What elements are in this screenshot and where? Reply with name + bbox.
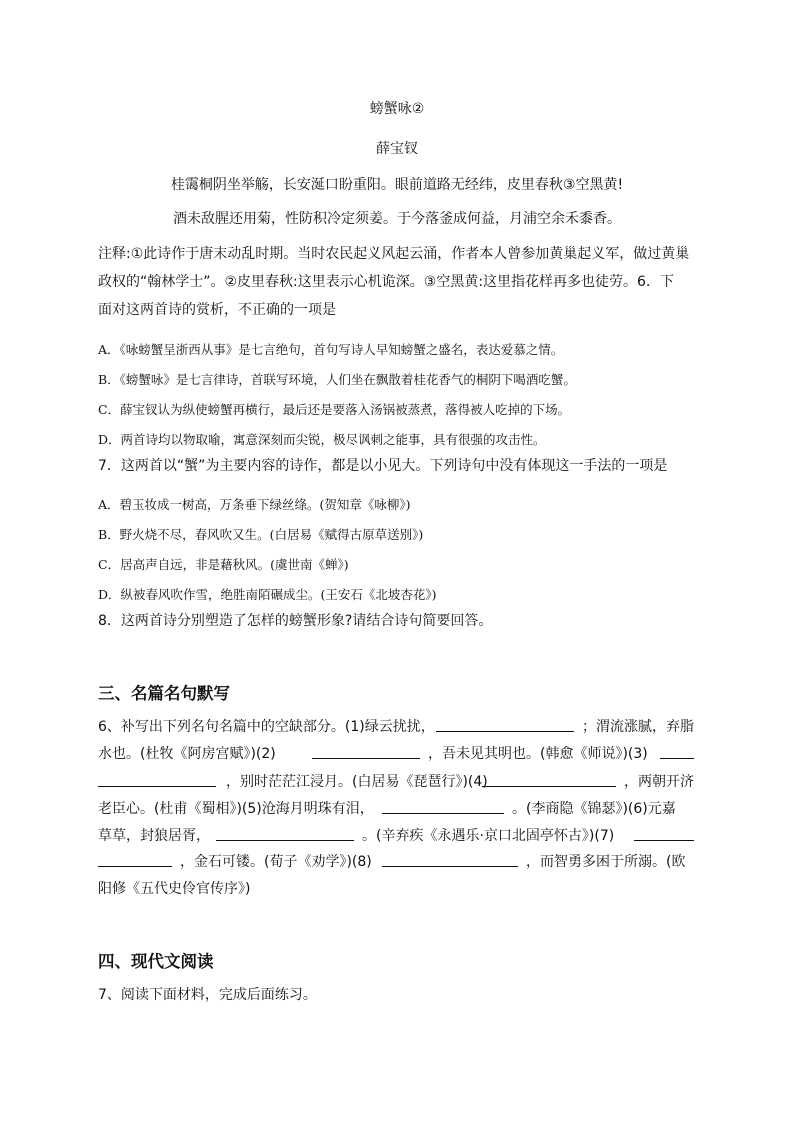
fill-text: 。(辛弃疾《永遇乐·京口北固亭怀古》)(7) [362, 828, 615, 844]
fill-text: ，两朝开济 [624, 774, 694, 790]
poem-line: 桂霭桐阴坐举觞，长安涎口盼重阳。眼前道路无经纬，皮里春秋③空黑黄! [170, 177, 624, 193]
answer-blank [98, 866, 172, 867]
answer-blank [436, 731, 574, 732]
notes-line: 面对这两首诗的赏析，不正确的一项是 [98, 302, 336, 318]
fill-text: 水也。(杜牧《阿房宫赋》)(2) [98, 746, 276, 762]
answer-blank [382, 866, 518, 867]
q8-stem: 8．这两首诗分别塑造了怎样的螃蟹形象?请结合诗句简要回答。 [98, 613, 493, 629]
poem-title: 螃蟹咏② [369, 101, 425, 117]
fill-text: ，吾未见其明也。(韩愈《师说》)(3) [428, 746, 648, 762]
notes-line: 注释:①此诗作于唐末动乱时期。当时农民起义风起云涌，作者本人曾参加黄巢起义军，做过黄巢 [98, 246, 690, 262]
q7-option-d: D．纵被春风吹作雪，绝胜南陌碾成尘。(王安石《北坡杏花》) [98, 587, 437, 602]
fill-text: ；渭流涨腻，弃脂 [582, 719, 694, 735]
q7-option-c: C．居高声自远，非是藉秋风。(虞世南《蝉》) [98, 557, 349, 572]
section-heading: 三、名篇名句默写 [98, 684, 230, 703]
answer-blank [382, 813, 504, 814]
fill-text: 老臣心。(杜甫《蜀相》)(5)沧海月明珠有泪， [98, 801, 374, 817]
answer-blank [660, 758, 694, 759]
q7-stem: 7．这两首以“蟹”为主要内容的诗作，都是以小见大。下列诗句中没有体现这一手法的一项是 [98, 458, 668, 474]
answer-blank [98, 786, 216, 787]
q6-option-d: D．两首诗均以物取喻，寓意深刻而尖锐，极尽讽刺之能事，具有很强的攻击性。 [98, 432, 546, 447]
q6-option-b: B．《螃蟹咏》是七言律诗，首联写环境，人们坐在飘散着桂花香气的桐阴下喝酒吃蟹。 [98, 372, 576, 387]
q7-option-b: B．野火烧不尽，春风吹又生。(白居易《赋得古原草送别》) [98, 527, 424, 542]
answer-blank [216, 840, 354, 841]
fill-text: ，别时茫茫江浸月。(白居易《琵琶行》)(4) [226, 774, 488, 790]
fill-text: ，金石可镂。(荀子《劝学》)(8) [180, 854, 372, 870]
q7-option-a: A．碧玉妆成一树高，万条垂下绿丝绦。(贺知章《咏柳》) [98, 497, 411, 512]
poem-line: 酒未敌腥还用菊，性防积冷定须姜。于今落釜成何益，月浦空余禾黍香。 [173, 211, 621, 227]
q6-option-a: A．《咏螃蟹呈浙西从事》是七言绝句，首句写诗人早知螃蟹之盛名，表达爱慕之情。 [98, 342, 564, 357]
notes-line: 政权的“翰林学士”。②皮里春秋:这里表示心机诡深。③空黑黄:这里指花样再多也徒劳。6．下 [98, 274, 674, 290]
fill-text: ，而智勇多困于所溺。(欧 [526, 854, 686, 870]
q6-option-c: C．薛宝钗认为纵使螃蟹再横行，最后还是要落入汤锅被蒸煮，落得被人吃掉的下场。 [98, 402, 571, 417]
section-intro: 7、阅读下面材料，完成后面练习。 [98, 987, 317, 1003]
fill-text: 阳修《五代史伶官传序》) [98, 881, 251, 897]
answer-blank [312, 758, 420, 759]
fill-text: 。(李商隐《锦瑟》)(6)元嘉 [512, 801, 676, 817]
fill-text: 6、补写出下列名句名篇中的空缺部分。(1)绿云扰扰， [98, 719, 435, 735]
answer-blank [482, 786, 616, 787]
poem-author: 薛宝钗 [376, 141, 418, 157]
answer-blank [634, 840, 694, 841]
section-heading: 四、现代文阅读 [98, 952, 214, 971]
fill-text: 草草，封狼居胥， [98, 828, 210, 844]
